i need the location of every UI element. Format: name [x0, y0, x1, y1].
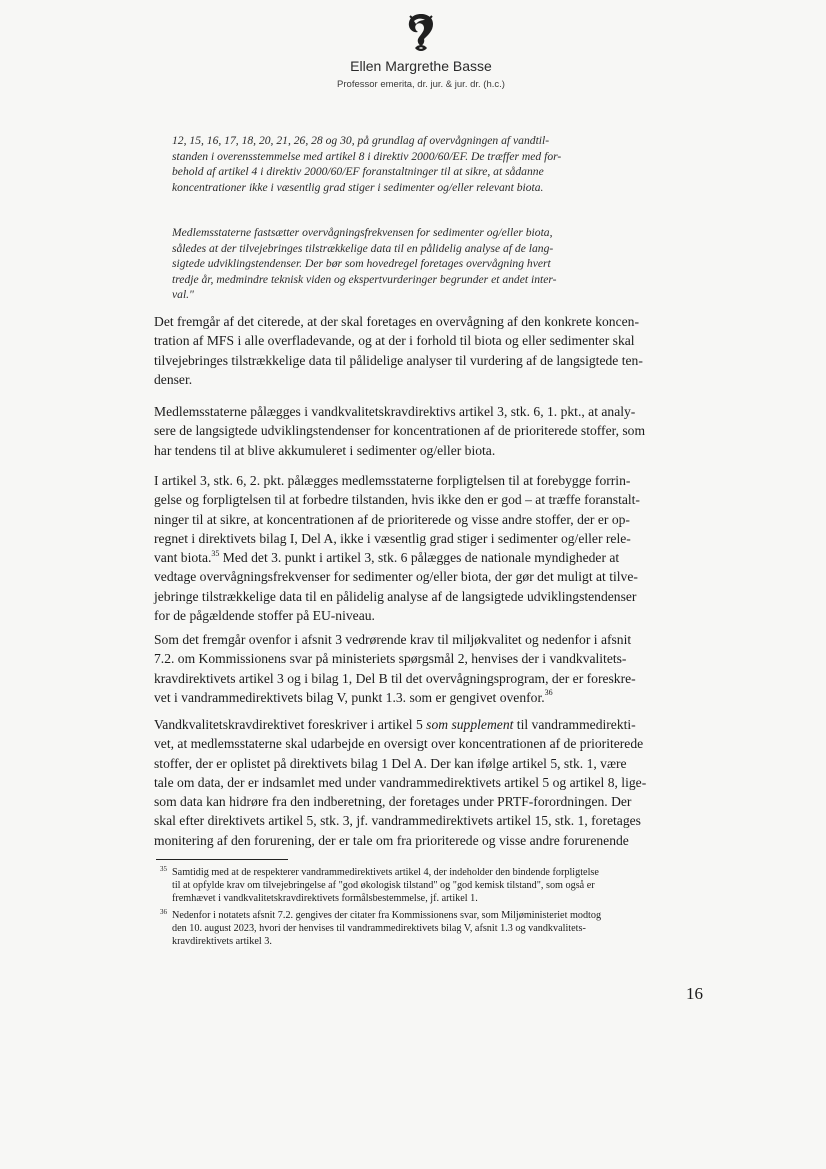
text-line: tale om data, der er indsamlet med under vandrammedirektivets artikel 5 og artikel 8, lige-	[154, 774, 647, 790]
footnote-ref[interactable]: 35	[211, 548, 220, 558]
text-line	[154, 688, 709, 707]
quote-line: sigtede udviklingstendenser. Der bør som hovedregel foretages overvågning hvert	[172, 257, 551, 270]
text-line: I artikel 3, stk. 6, 2. pkt. pålægges medlemsstaterne forpligtelsen til at forebygge forrin-	[154, 473, 631, 488]
text-line: monitering af den forurening, der er tale om fra prioriterede og visse andre forurenende	[154, 832, 629, 848]
footnote-number: 35	[160, 865, 167, 873]
body-paragraph	[154, 312, 709, 389]
footnote-line: den 10. august 2023, hvori der henvises til vandrammedirektivets bilag V, afsnit 1.3 og vandkvalitets-	[172, 923, 586, 935]
text-line: tilvejebringes tilstrækkelige data til pålidelige analyser til vurdering af de langsigtede ten-	[154, 352, 643, 368]
text-line: jebringe tilstrækkelige data til en pålidelig analyse af de langsigtede udviklingstendenser	[154, 588, 637, 604]
text-line: vet, at medlemsstaterne skal udarbejde en oversigt over koncentrationen af de prioriterede	[154, 736, 644, 752]
footnote-body	[160, 909, 708, 949]
block-quote	[172, 225, 658, 303]
text-line: gelse og forpligtelsen til at forbedre tilstanden, hvis ikke den er god – at træffe foranstalt-	[154, 492, 640, 508]
footnote-line: kravdirektivets artikel 3.	[172, 936, 272, 948]
text-segment: Vandkvalitetskravdirektivet foreskriver i artikel 5	[154, 717, 423, 732]
text-line: Som det fremgår ovenfor i afsnit 3 vedrørende krav til miljøkvalitet og nedenfor i afsnit	[154, 632, 632, 647]
footnote-line: til at opfylde krav om tilvejebringelse af "god økologisk tilstand" og "god kemisk tilstand", som også er	[172, 880, 595, 892]
quote-line: koncentrationer ikke i væsentlig grad stiger i sedimenter og/eller relevant biota.	[172, 180, 544, 194]
body-paragraph	[154, 715, 709, 850]
footnote-number: 36	[160, 908, 167, 916]
text-line: Medlemsstaterne pålægges i vandkvalitetskravdirektivs artikel 3, stk. 6, 1. pkt., at analy-	[154, 404, 636, 419]
quote-line: val."	[172, 288, 194, 301]
text-line: har tendens til at blive akkumuleret i sedimenter og/eller biota.	[154, 442, 496, 458]
text-line: ninger til at sikre, at koncentrationen af de prioriterede og visse andre stoffer, der er op-	[154, 511, 630, 527]
block-quote	[172, 133, 658, 195]
text-line: sere de langsigtede udviklingstendenser for koncentrationen af de prioriterede stoffer, som	[154, 423, 646, 439]
footnote	[160, 908, 708, 949]
quote-line: således at der tilvejebringes tilstrækkelige data til en pålidelig analyse af de lang-	[172, 241, 554, 255]
text-line: tration af MFS i alle overfladevande, og at der i forhold til biota og eller sedimenter skal	[154, 333, 635, 349]
emphasis-text: som supplement	[426, 717, 514, 732]
text-line	[154, 715, 709, 734]
footnote-ref[interactable]: 36	[544, 688, 553, 698]
footnote-line: fremhævet i vandkvalitetskravdirektivets formålsbestemmelse, jf. artikel 1.	[172, 893, 478, 905]
text-line: regnet i direktivets bilag I, Del A, ikke i væsentlig grad stiger i sedimenter og/eller rele-	[154, 530, 631, 546]
author-title: Professor emerita, dr. jur. & jur. dr. (h.c.)	[337, 79, 505, 90]
text-segment: til vandrammedirekti-	[516, 717, 636, 732]
text-line	[154, 548, 709, 567]
quote-line: tredje år, medmindre teknisk viden og ekspertvurderinger begrunder et andet inter-	[172, 272, 557, 286]
quote-line: 12, 15, 16, 17, 18, 20, 21, 26, 28 og 30, på grundlag af overvågningen af vandtil-	[172, 134, 550, 147]
body-paragraph	[154, 402, 709, 460]
quote-line: standen i overensstemmelse med artikel 8 i direktiv 2000/60/EF. De træffer med for-	[172, 149, 562, 163]
footnote-body	[160, 866, 708, 906]
quote-line: behold af artikel 4 i direktiv 2000/60/EF foranstaltninger til at sikre, at sådanne	[172, 165, 544, 178]
text-segment: Med det 3. punkt i artikel 3, stk. 6 pålægges de nationale myndigheder at	[222, 550, 620, 566]
body-paragraph	[154, 471, 709, 625]
body-paragraph	[154, 630, 709, 707]
text-line: stoffer, der er oplistet på direktivets bilag 1 Del A. Der kan ifølge artikel 5, stk. 1, være	[154, 755, 627, 771]
footnote-divider	[156, 859, 288, 860]
text-line: Det fremgår af det citerede, at der skal foretages en overvågning af den konkrete koncen-	[154, 314, 639, 329]
text-segment: vet i vandrammedirektivets bilag V, punkt 1.3. som er gengivet ovenfor.	[154, 689, 545, 705]
quote-line: Medlemsstaterne fastsætter overvågningsfrekvensen for sedimenter og/eller biota,	[172, 226, 553, 239]
text-line: kravdirektivets artikel 3 og i bilag 1, Del B til det overvågningsprogram, der er foreskre-	[154, 670, 636, 686]
text-line: som data kan hidrøre fra den indberetning, der foretages under PRTF-forordningen. Der	[154, 794, 632, 810]
text-line: 7.2. om Kommissionens svar på ministeriets spørgsmål 2, henvises der i vandkvalitets-	[154, 651, 627, 667]
author-name: Ellen Margrethe Basse	[350, 58, 492, 74]
footnote-line: Nedenfor i notatets afsnit 7.2. gengives der citater fra Kommissionens svar, som Miljøministeriet modtog	[172, 910, 602, 922]
footnote-line: Samtidig med at de respekterer vandrammedirektivets artikel 4, der indeholder den bindende forpligtelse	[172, 867, 599, 879]
footnote	[160, 865, 708, 906]
text-line: for de pågældende stoffer på EU-niveau.	[154, 608, 375, 624]
logo-icon	[403, 8, 439, 56]
text-segment: vant biota.	[154, 550, 212, 566]
text-line: denser.	[154, 371, 193, 387]
page-number: 16	[686, 984, 703, 1003]
text-line: skal efter direktivets artikel 5, stk. 3, jf. vandrammedirektivets artikel 15, stk. 1, foretages	[154, 813, 641, 829]
text-line: vedtage overvågningsfrekvenser for sedimenter og/eller biota, der gør det muligt at tilve-	[154, 569, 638, 585]
